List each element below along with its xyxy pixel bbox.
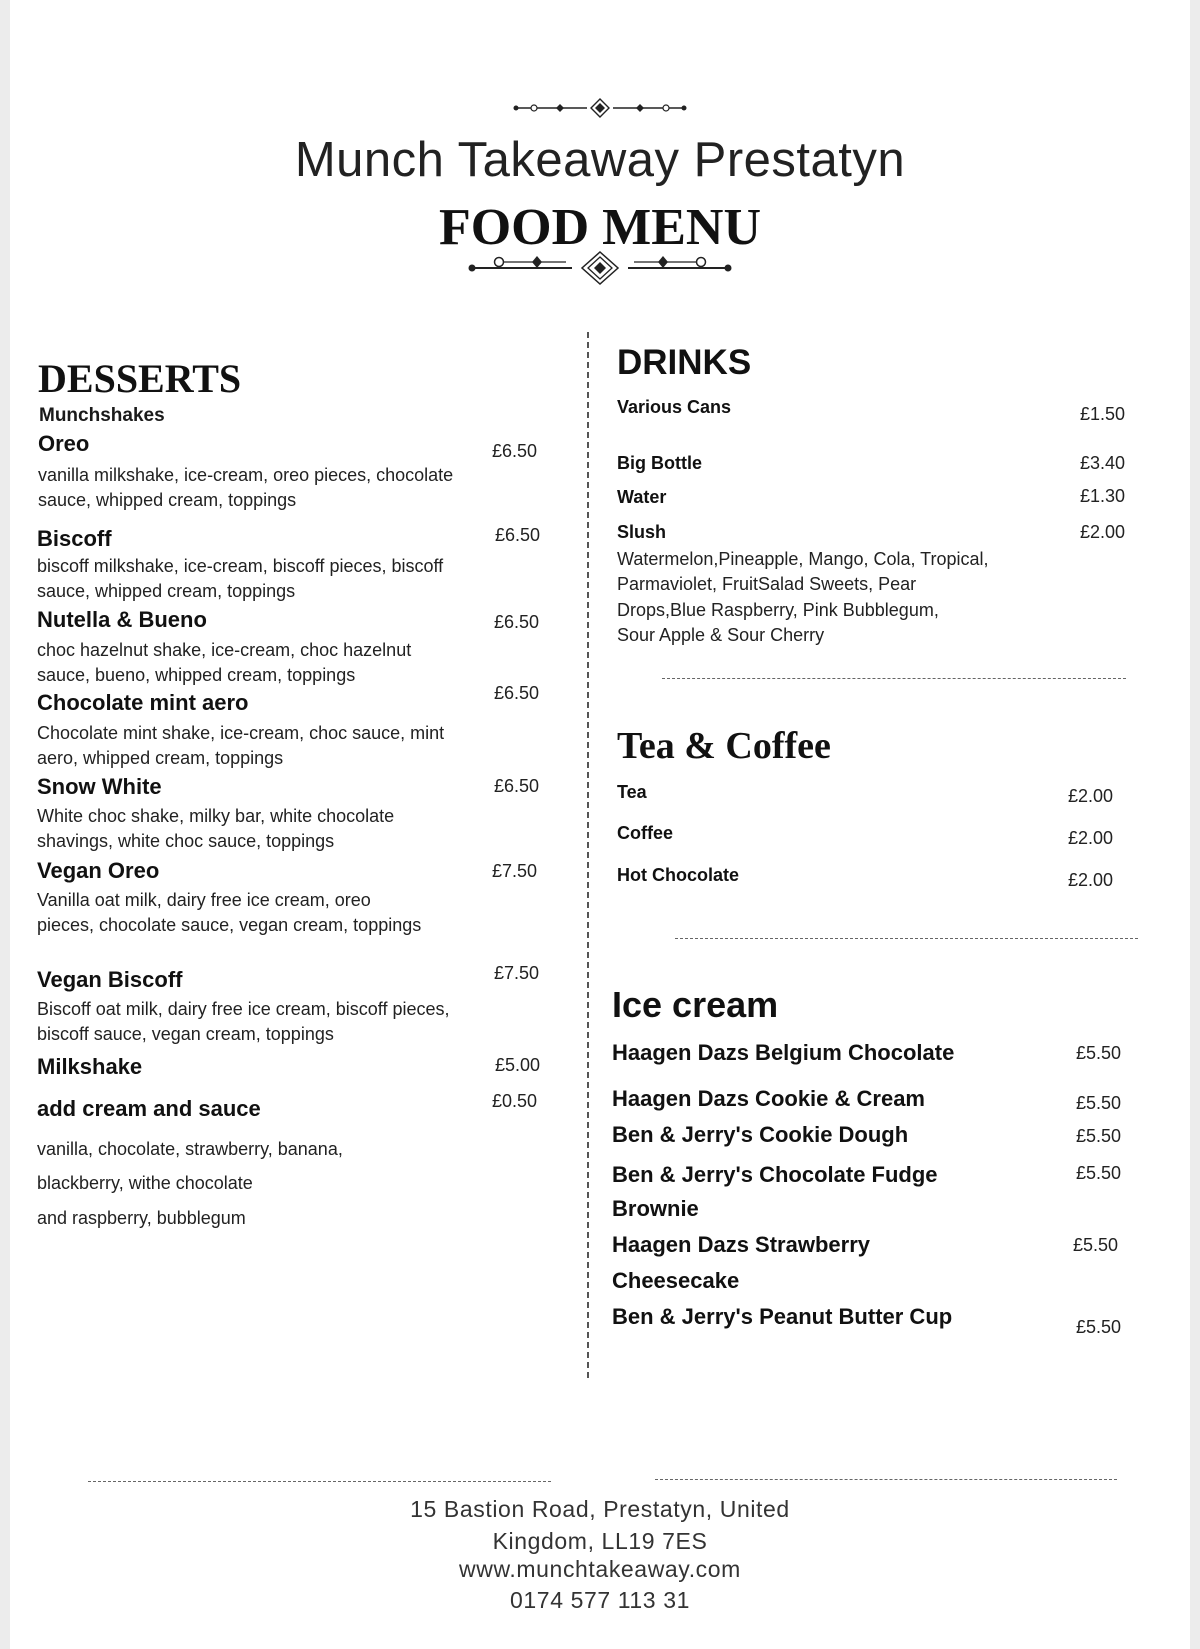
drink-item-name: Slush xyxy=(617,522,667,542)
footer-website-link[interactable]: www.munchtakeaway.com xyxy=(459,1556,741,1582)
slush-flavour-line: Drops,Blue Raspberry, Pink Bubblegum, xyxy=(617,600,939,620)
ice-cream-item-name: Haagen Dazs Strawberry xyxy=(612,1232,870,1257)
slush-flavour-line: Watermelon,Pineapple, Mango, Cola, Tropical, xyxy=(617,549,989,569)
milkshake-name: Milkshake xyxy=(37,1054,143,1079)
dessert-item-name: Chocolate mint aero xyxy=(37,690,249,715)
dessert-item-desc: Chocolate mint shake, ice-cream, choc sauce, mint aero, whipped cream, toppings xyxy=(37,723,445,768)
dessert-item-name: Nutella & Bueno xyxy=(37,607,207,632)
dessert-item-price: £7.50 xyxy=(494,963,540,983)
brand-name: Munch Takeaway Prestatyn xyxy=(294,133,906,187)
footer-divider xyxy=(655,1479,1117,1480)
drink-item-name: Various Cans xyxy=(617,397,732,417)
ice-cream-item-price: £5.50 xyxy=(1073,1235,1119,1255)
dessert-item-desc: Vanilla oat milk, dairy free ice cream, oreo pieces, chocolate sauce, vegan cream, toppings xyxy=(37,890,422,935)
footer-phone: 0174 577 113 31 xyxy=(510,1587,690,1613)
ice-cream-item-name-cont: Cheesecake xyxy=(612,1268,740,1293)
ice-cream-item-price: £5.50 xyxy=(1076,1126,1122,1146)
dessert-item-name: Vegan Biscoff xyxy=(37,967,183,992)
flavour-line: blackberry, withe chocolate xyxy=(37,1173,253,1193)
divider-line xyxy=(662,678,1126,679)
divider-line xyxy=(675,938,1138,939)
flavour-line: and raspberry, bubblegum xyxy=(37,1208,246,1228)
addon-price: £0.50 xyxy=(492,1091,538,1111)
addon-name: add cream and sauce xyxy=(37,1096,261,1121)
top-ornament-icon xyxy=(512,98,688,118)
dessert-item-desc: White choc shake, milky bar, white chocolate shavings, white choc sauce, toppings xyxy=(37,806,395,851)
flavour-line: vanilla, chocolate, strawberry, banana, xyxy=(37,1139,343,1159)
dessert-item-price: £6.50 xyxy=(494,612,540,632)
desserts-heading: DESSERTS xyxy=(38,356,242,401)
dessert-item-price: £6.50 xyxy=(495,525,541,545)
tea-item-price: £2.00 xyxy=(1068,870,1114,890)
drink-item-price: £3.40 xyxy=(1080,453,1126,473)
dessert-item-desc: choc hazelnut shake, ice-cream, choc hazelnut sauce, bueno, whipped cream, toppings xyxy=(37,640,412,685)
drink-item-price: £1.50 xyxy=(1080,404,1126,424)
dessert-item-name: Biscoff xyxy=(37,526,112,551)
drink-item-name: Big Bottle xyxy=(617,453,702,473)
ice-cream-item-name-cont: Brownie xyxy=(612,1196,699,1221)
ice-cream-item-price: £5.50 xyxy=(1076,1093,1122,1113)
ice-cream-item-name: Ben & Jerry's Chocolate Fudge xyxy=(612,1162,938,1187)
drinks-heading: DRINKS xyxy=(617,343,752,382)
dessert-item-desc: Biscoff oat milk, dairy free ice cream, biscoff pieces, biscoff sauce, vegan cream, toppings xyxy=(37,999,450,1044)
drink-item-name: Water xyxy=(617,487,667,507)
drink-item-price: £1.30 xyxy=(1080,486,1126,506)
munchshakes-subheading: Munchshakes xyxy=(39,405,165,426)
dessert-item-name: Snow White xyxy=(37,774,162,799)
ice-cream-item-price: £5.50 xyxy=(1076,1043,1122,1063)
ice-cream-heading: Ice cream xyxy=(612,984,779,1025)
column-divider xyxy=(587,332,589,1378)
slush-flavour-line: Sour Apple & Sour Cherry xyxy=(617,625,825,645)
dessert-item-price: £6.50 xyxy=(494,683,540,703)
tea-item-name: Tea xyxy=(617,782,647,802)
ice-cream-item-name: Ben & Jerry's Peanut Butter Cup xyxy=(612,1304,953,1329)
dessert-item-desc: biscoff milkshake, ice-cream, biscoff pieces, biscoff sauce, whipped cream, toppings xyxy=(37,556,444,601)
ice-cream-item-price: £5.50 xyxy=(1076,1163,1122,1183)
footer-address: Kingdom, LL19 7ES xyxy=(492,1528,708,1554)
dessert-item-price: £7.50 xyxy=(492,861,538,881)
dessert-item-name: Oreo xyxy=(38,431,90,456)
ice-cream-item-name: Haagen Dazs Belgium Chocolate xyxy=(612,1040,955,1065)
dessert-item-name: Vegan Oreo xyxy=(37,858,160,883)
slush-flavour-line: Parmaviolet, FruitSalad Sweets, Pear xyxy=(617,574,917,594)
milkshake-price: £5.00 xyxy=(495,1055,541,1075)
tea-item-name: Coffee xyxy=(617,823,674,843)
tea-item-price: £2.00 xyxy=(1068,786,1114,806)
tea-coffee-heading: Tea & Coffee xyxy=(617,725,831,767)
dessert-item-price: £6.50 xyxy=(492,441,538,461)
ice-cream-item-price: £5.50 xyxy=(1076,1317,1122,1337)
ice-cream-item-name: Haagen Dazs Cookie & Cream xyxy=(612,1086,925,1111)
dessert-item-desc: vanilla milkshake, ice-cream, oreo pieces, chocolate sauce, whipped cream, toppings xyxy=(38,465,454,510)
tea-item-name: Hot Chocolate xyxy=(617,865,740,885)
footer-address: 15 Bastion Road, Prestatyn, United xyxy=(410,1496,790,1522)
ice-cream-item-name: Ben & Jerry's Cookie Dough xyxy=(612,1122,909,1147)
drink-item-price: £2.00 xyxy=(1080,522,1126,542)
dessert-item-price: £6.50 xyxy=(494,776,540,796)
menu-title: FOOD MENU xyxy=(438,199,762,256)
footer-divider xyxy=(88,1481,551,1482)
tea-item-price: £2.00 xyxy=(1068,828,1114,848)
